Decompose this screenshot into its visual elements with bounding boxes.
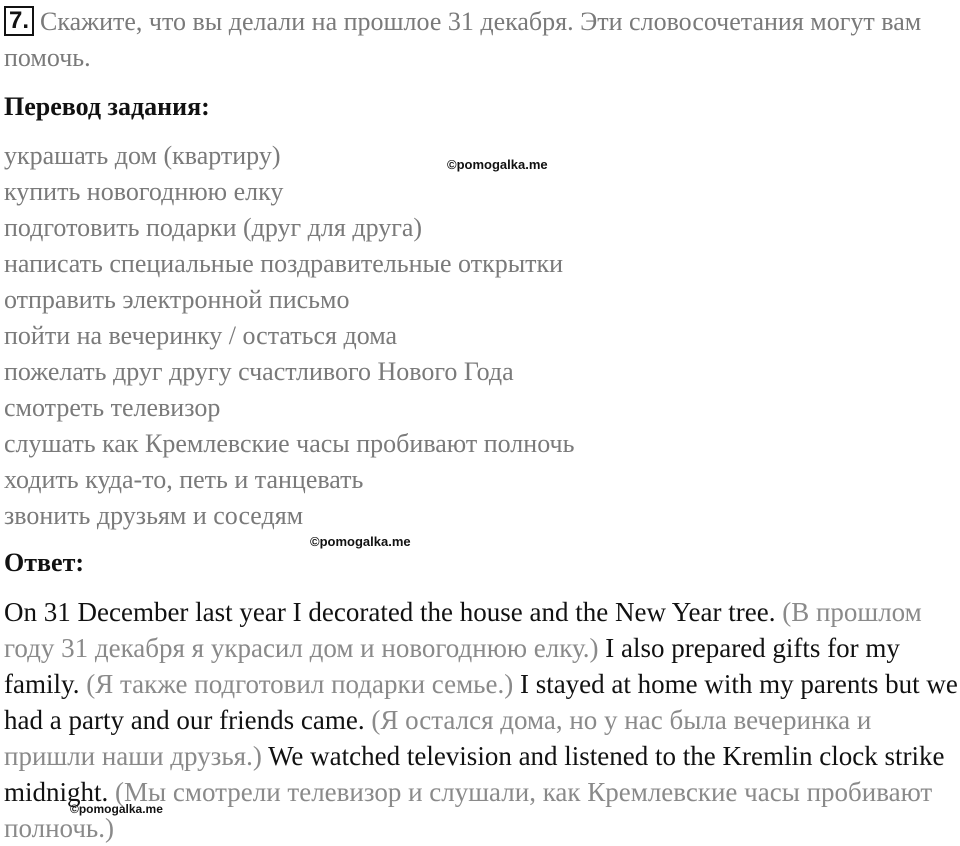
phrase-item: смотреть телевизор bbox=[4, 393, 221, 422]
watermark: ©pomogalka.me bbox=[310, 534, 411, 549]
phrase-item: купить новогоднюю елку bbox=[4, 177, 284, 206]
phrase-item: отправить электронной письмо bbox=[4, 285, 350, 314]
task-prompt: Скажите, что вы делали на прошлое 31 декабря. Эти словосочетания могут вам помочь. bbox=[4, 7, 922, 72]
watermark: ©pomogalka.me bbox=[447, 157, 548, 172]
phrase-item: звонить друзьям и соседям bbox=[4, 501, 304, 530]
answer-russian-translation: (Я остался дома, но у нас была вечеринка и пришли наши друзья.) bbox=[4, 705, 872, 771]
answer-english-sentence: On 31 December last year I decorated the house and the New Year tree. bbox=[4, 597, 776, 627]
answer-english-sentence: I stayed at home with my parents but we had a party and our friends came. bbox=[4, 669, 958, 735]
phrase-item: пожелать друг другу счастливого Нового Года bbox=[4, 357, 514, 386]
answer-english-sentence: We watched television and listened to the Kremlin clock strike midnight. bbox=[4, 741, 945, 807]
answer-russian-translation: (Мы смотрели телевизор и слушали, как Кремлевские часы пробивают полночь.) bbox=[4, 777, 933, 843]
phrase-item: подготовить подарки (друг для друга) bbox=[4, 213, 423, 242]
answer-heading: Ответ: bbox=[4, 548, 85, 577]
task-number: 7. bbox=[4, 6, 34, 36]
translation-heading: Перевод задания: bbox=[4, 92, 210, 121]
phrase-list bbox=[4, 138, 574, 534]
task-statement bbox=[4, 4, 954, 76]
answer-russian-translation: (В прошлом году 31 декабря я украсил дом и новогоднюю елку.) bbox=[4, 597, 922, 663]
phrase-item: написать специальные поздравительные открытки bbox=[4, 249, 564, 278]
watermark: ©pomogalka.me bbox=[70, 802, 163, 816]
phrase-item: украшать дом (квартиру) bbox=[4, 141, 281, 170]
answer-russian-translation: (Я также подготовил подарки семье.) bbox=[86, 669, 514, 699]
phrase-item: пойти на вечеринку / остаться дома bbox=[4, 321, 398, 350]
phrase-item: ходить куда-то, петь и танцевать bbox=[4, 465, 364, 494]
phrase-item: слушать как Кремлевские часы пробивают полночь bbox=[4, 429, 575, 458]
answer-english-sentence: I also prepared gifts for my family. bbox=[4, 633, 900, 699]
